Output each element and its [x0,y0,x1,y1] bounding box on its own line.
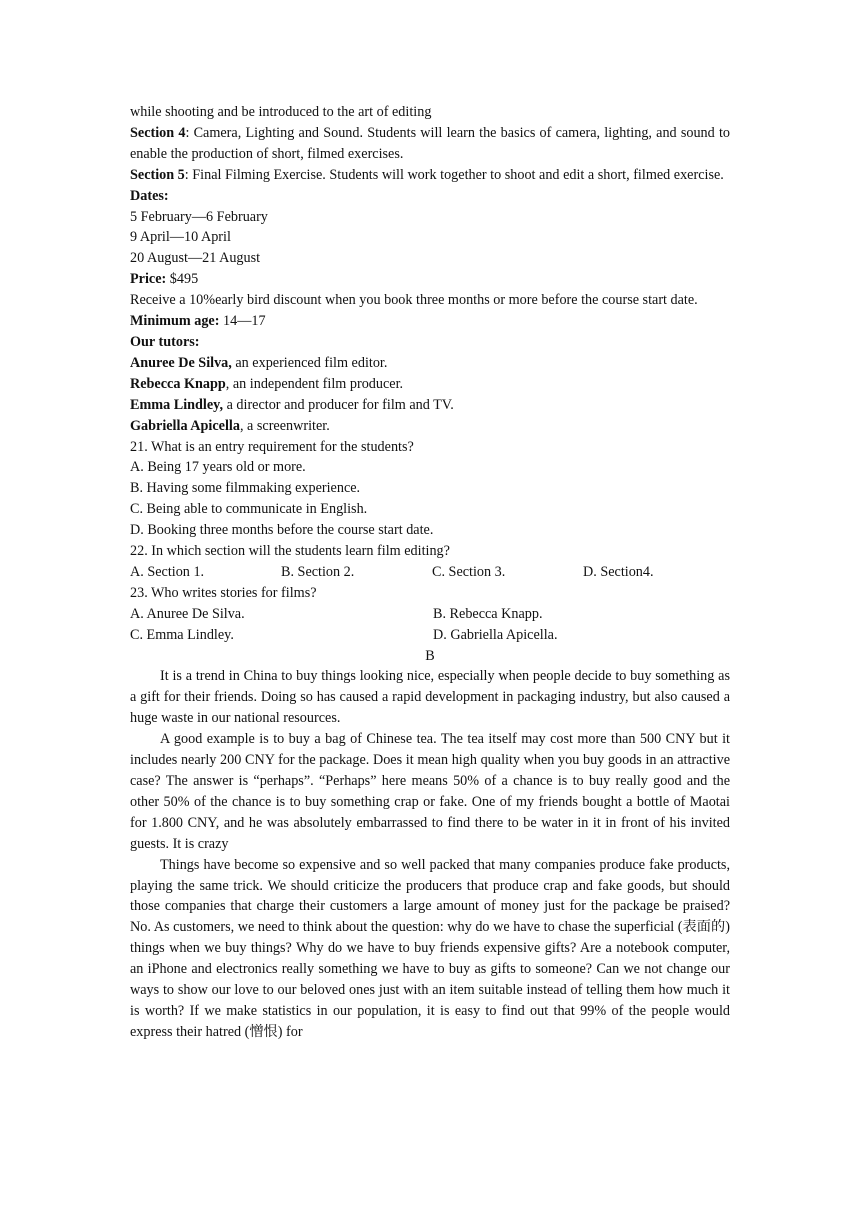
tutor-item [130,395,730,416]
q22-options [130,562,730,583]
date-item: 20 August—21 August [130,250,261,267]
q23-option-c: C. Emma Lindley. [130,626,234,643]
q23-option-a: A. Anuree De Silva. [130,605,245,622]
date-item: 9 April—10 April [130,229,231,246]
tutor-item [130,374,730,395]
date-item: 5 February—6 February [130,208,268,225]
tutor-desc: , an independent film producer. [225,375,404,392]
section5-label: Section 5 [130,166,185,183]
q21-option-c: C. Being able to communicate in English. [130,501,368,518]
tutor-item [130,416,730,437]
discount-note: Receive a 10%early bird discount when you book three months or more before the course start date. [130,292,698,309]
part-b-heading: B [425,647,435,664]
q22-option-d: D. Section4. [583,563,654,580]
tutor-name: Anuree De Silva, [130,354,232,371]
price-label: Price: [130,271,167,288]
age-line [130,311,730,332]
q23-option-b: B. Rebecca Knapp. [433,605,543,622]
tutor-desc: a director and producer for film and TV. [223,396,454,413]
section3-continuation: while shooting and be introduced to the art of editing [130,104,432,120]
tutor-item [130,353,730,374]
document-page [130,102,730,1043]
passage-paragraph: A good example is to buy a bag of Chinese tea. The tea itself may cost more than 500 CNY but it includes nearly 200 CNY for the package. Does it mean high quality when you buy goods in an attractive case? The answer is “perhaps”. “Perhaps” here means 50% of a chance is to buy really good and the other 50% of the chance is to buy something crap or fake. One of my friends bought a bottle of Maotai for 1.800 CNY, and he was absolutely embarrassed to find there to be water in it in front of his invited guests. It is crazy [130,731,730,852]
section4-text: : Camera, Lighting and Sound. Students will learn the basics of camera, lighting, and sound to enable the production of short, filmed exercises. [130,124,730,162]
question-22: 22. In which section will the students learn film editing? [130,543,450,560]
tutor-name: Emma Lindley, [130,396,224,413]
tutor-name: Rebecca Knapp [130,375,226,392]
question-21: 21. What is an entry requirement for the students? [130,438,414,455]
tutor-name: Gabriella Apicella [130,417,240,434]
q21-option-d: D. Booking three months before the course start date. [130,522,434,539]
section5-description [130,165,730,186]
price-line [130,269,730,290]
q22-option-b: B. Section 2. [281,563,355,580]
age-value: 14—17 [219,313,266,330]
q21-option-a: A. Being 17 years old or more. [130,459,306,476]
dates-label: Dates: [130,187,169,204]
q22-option-c: C. Section 3. [432,563,506,580]
passage-paragraph: It is a trend in China to buy things looking nice, especially when people decide to buy something as a gift for their friends. Doing so has caused a rapid development in packaging industry, but also caused a huge waste in our national resources. [130,668,730,727]
section5-text: : Final Filming Exercise. Students will work together to shoot and edit a short, filmed exercise. [184,166,724,183]
price-value: $495 [166,271,199,288]
tutors-heading [130,332,730,353]
age-label: Minimum age: [130,313,220,330]
tutor-desc: an experienced film editor. [231,354,388,371]
q23-option-d: D. Gabriella Apicella. [433,626,558,643]
tutor-desc: , a screenwriter. [239,417,330,434]
q23-options-row1 [130,604,730,625]
q23-options-row2 [130,625,730,646]
q21-option-b: B. Having some filmmaking experience. [130,480,361,497]
passage-paragraph: Things have become so expensive and so well packed that many companies produce fake products, playing the same trick. We should criticize the producers that produce crap and fake goods, but should those companies that charge their customers a large amount of money just for the package be praised? No. As customers, we need to think about the question: why do we have to chase the superficial (表面的) things when we buy things? Why do we have to buy friends expensive gifts? Are a notebook computer, an iPhone and electronics really something we have to buy as gifts to someone? Can we not change our ways to show our love to our beloved ones just with an item suitable instead of telling them how much it is worth? If we make statistics in our population, it is easy to find out that 99% of the people would express their hatred (憎恨) for [130,856,730,1040]
question-23: 23. Who writes stories for films? [130,584,317,601]
section4-label: Section 4 [130,124,186,141]
q22-option-a: A. Section 1. [130,563,205,580]
dates-heading [130,186,730,207]
section4-description [130,123,730,165]
tutors-label: Our tutors: [130,333,200,350]
